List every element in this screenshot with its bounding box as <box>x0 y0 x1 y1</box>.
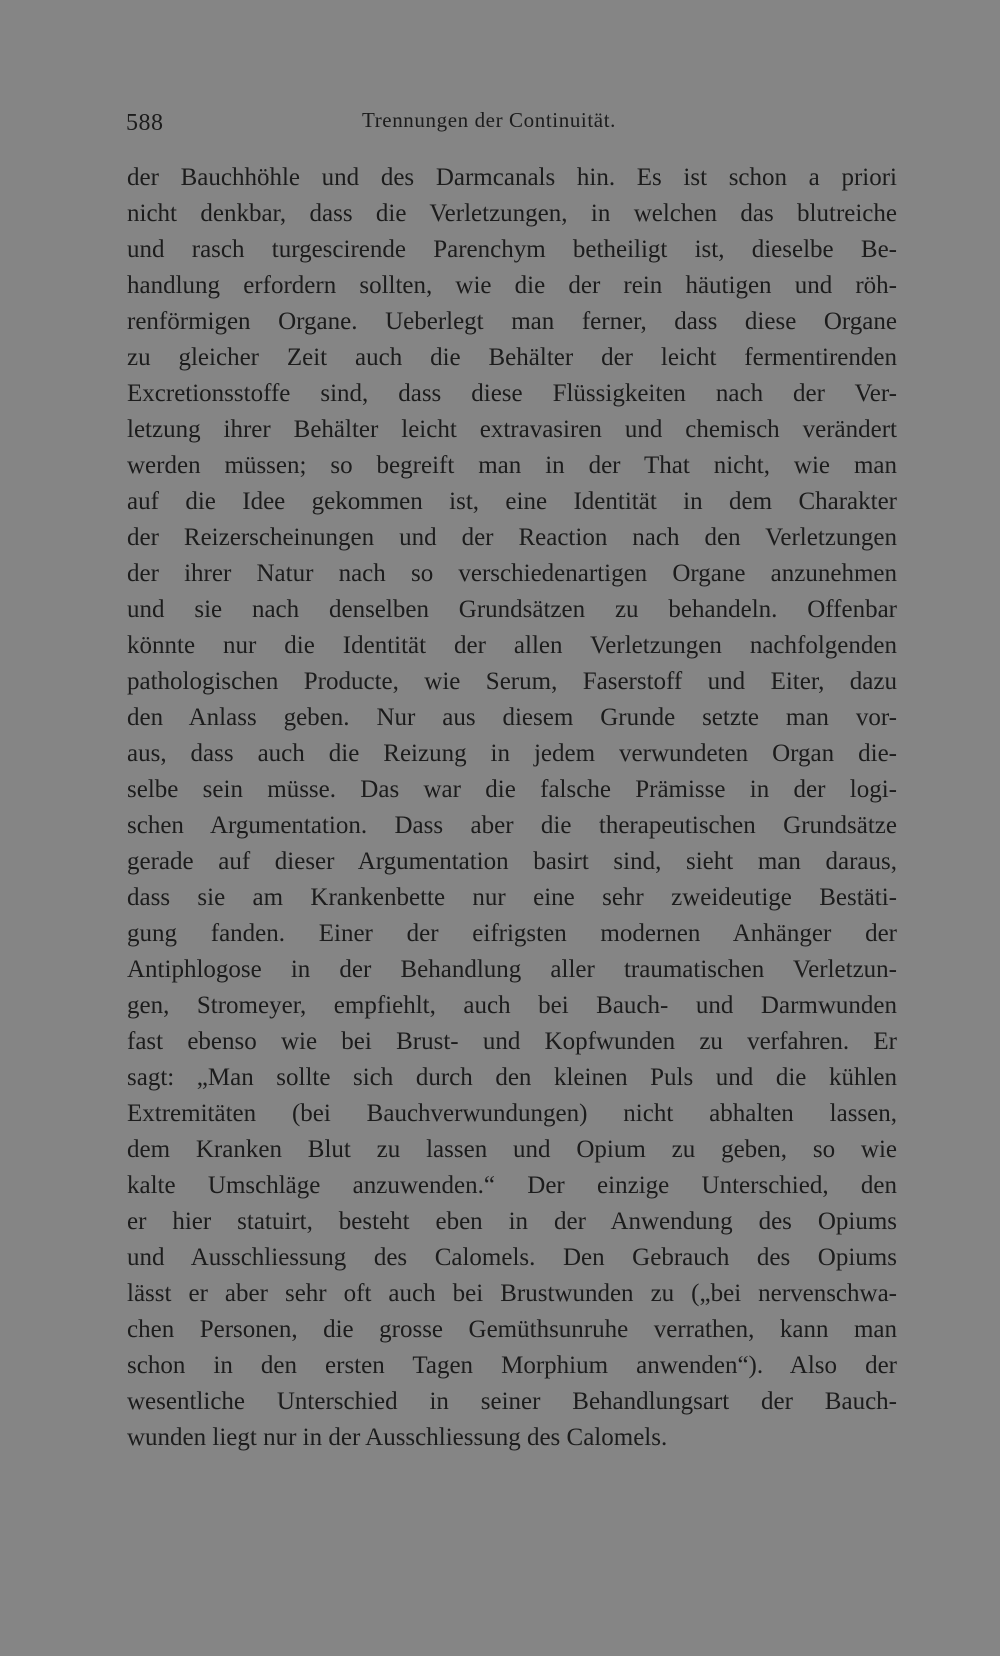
text-line: schon in den ersten Tagen Morphium anwenden“). Also der <box>127 1352 897 1379</box>
text-line: und rasch turgescirende Parenchym betheiligt ist, dieselbe Be- <box>127 236 897 263</box>
text-line: nicht denkbar, dass die Verletzungen, in welchen das blutreiche <box>127 200 897 227</box>
text-line: aus, dass auch die Reizung in jedem verwundeten Organ die- <box>127 740 897 767</box>
text-line: den Anlass geben. Nur aus diesem Grunde setzte man vor- <box>127 704 897 731</box>
text-line: gung fanden. Einer der eifrigsten modernen Anhänger der <box>127 920 897 947</box>
text-line: der ihrer Natur nach so verschiedenartigen Organe anzunehmen <box>127 560 897 587</box>
text-line: wesentliche Unterschied in seiner Behandlungsart der Bauch- <box>127 1388 897 1415</box>
text-line: der Bauchhöhle und des Darmcanals hin. Es ist schon a priori <box>127 164 897 191</box>
running-head: Trennungen der Continuität. <box>362 108 616 132</box>
text-line: und Ausschliessung des Calomels. Den Gebrauch des Opiums <box>127 1244 897 1271</box>
text-line: gerade auf dieser Argumentation basirt sind, sieht man daraus, <box>127 848 897 875</box>
text-line: sagt: „Man sollte sich durch den kleinen Puls und die kühlen <box>127 1064 897 1091</box>
text-line: dem Kranken Blut zu lassen und Opium zu geben, so wie <box>127 1136 897 1163</box>
text-line: selbe sein müsse. Das war die falsche Prämisse in der logi- <box>127 776 897 803</box>
text-line: er hier statuirt, besteht eben in der Anwendung des Opiums <box>127 1208 897 1235</box>
text-line: könnte nur die Identität der allen Verletzungen nachfolgenden <box>127 632 897 659</box>
text-line: der Reizerscheinungen und der Reaction nach den Verletzungen <box>127 524 897 551</box>
text-line: und sie nach denselben Grundsätzen zu behandeln. Offenbar <box>127 596 897 623</box>
text-line: auf die Idee gekommen ist, eine Identität in dem Charakter <box>127 488 897 515</box>
text-line: renförmigen Organe. Ueberlegt man ferner, dass diese Organe <box>127 308 897 335</box>
text-line: kalte Umschläge anzuwenden.“ Der einzige Unterschied, den <box>127 1172 897 1199</box>
text-line: letzung ihrer Behälter leicht extravasiren und chemisch verändert <box>127 416 897 443</box>
text-line: lässt er aber sehr oft auch bei Brustwunden zu („bei nervenschwa- <box>127 1280 897 1307</box>
text-line: handlung erfordern sollten, wie die der rein häutigen und röh- <box>127 272 897 299</box>
text-line: Extremitäten (bei Bauchverwundungen) nicht abhalten lassen, <box>127 1100 897 1127</box>
text-line: Antiphlogose in der Behandlung aller traumatischen Verletzun- <box>127 956 897 983</box>
text-line: wunden liegt nur in der Ausschliessung des Calomels. <box>127 1424 668 1451</box>
text-line: dass sie am Krankenbette nur eine sehr zweideutige Bestäti- <box>127 884 897 911</box>
text-line: chen Personen, die grosse Gemüthsunruhe verrathen, kann man <box>127 1316 897 1343</box>
text-line: zu gleicher Zeit auch die Behälter der leicht fermentirenden <box>127 344 897 371</box>
text-line: gen, Stromeyer, empfiehlt, auch bei Bauch- und Darmwunden <box>127 992 897 1019</box>
body-text <box>127 160 897 1456</box>
text-line: schen Argumentation. Dass aber die therapeutischen Grundsätze <box>127 812 897 839</box>
text-line: pathologischen Producte, wie Serum, Faserstoff und Eiter, dazu <box>127 668 897 695</box>
text-line: Excretionsstoffe sind, dass diese Flüssigkeiten nach der Ver- <box>127 380 897 407</box>
page-number: 588 <box>126 110 164 136</box>
text-line: werden müssen; so begreift man in der That nicht, wie man <box>127 452 897 479</box>
text-line: fast ebenso wie bei Brust- und Kopfwunden zu verfahren. Er <box>127 1028 897 1055</box>
